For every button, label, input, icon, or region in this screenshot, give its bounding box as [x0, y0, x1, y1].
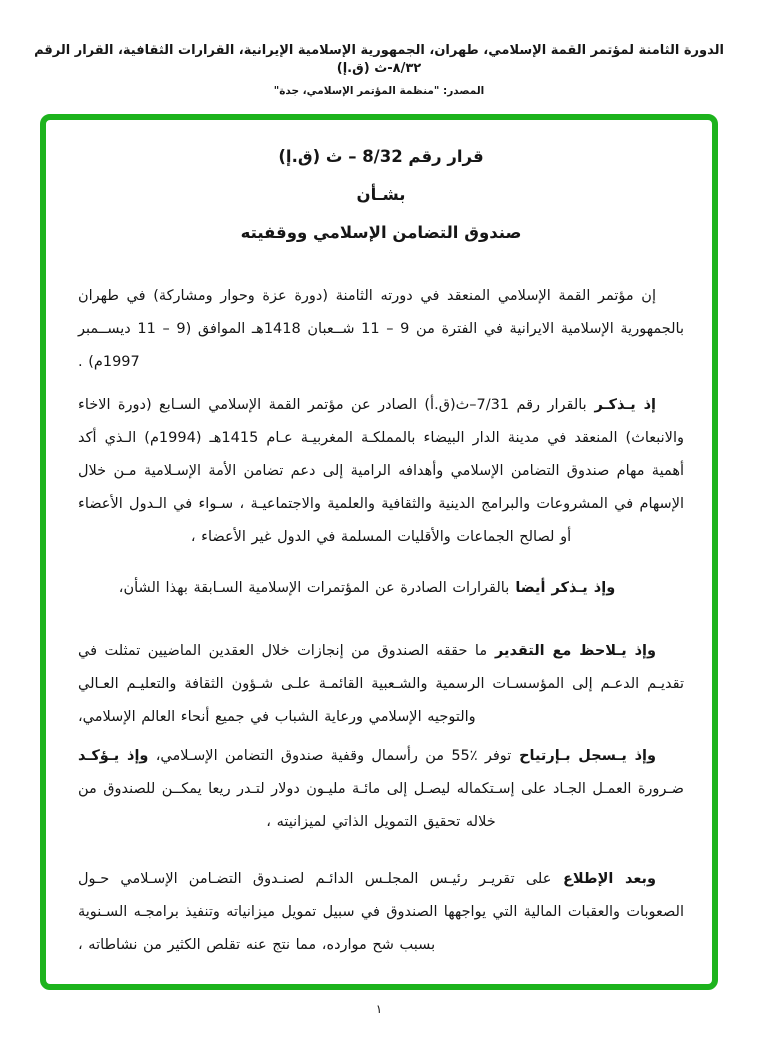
- resolution-regarding-label: بشـأن: [356, 185, 406, 204]
- resolution-number-title: قرار رقم 8/32 – ث (ق.إ): [278, 147, 484, 166]
- paragraph-leadin-bold: وإذ يـسجل بـإرتياح: [511, 748, 656, 764]
- document-footer: [0, 1002, 758, 1016]
- paragraph-text: بالقرارات الصادرة عن المؤتمرات الإسلامية السـابقة بهذا الشأن،: [118, 580, 510, 596]
- body-paragraph: [78, 863, 684, 962]
- resolution-title-block: [78, 138, 684, 252]
- resolution-body: [78, 252, 684, 962]
- header-session-line: الدورة الثامنة لمؤتمر القمة الإسلامي، طهران، الجمهورية الإسلامية الإيرانية، القرارات الثقافية، القرار الرقم ٨/٣٢-ث (ق.إ): [34, 43, 724, 76]
- paragraph-leadin-bold: وبعد الإطلاع: [551, 871, 656, 887]
- body-paragraph: [78, 572, 684, 605]
- paragraph-text: على تقريـر رئيـس المجلـس الدائـم لصنـدوق التضـامن الإسـلامي حـول الصعوبات والعقبات المالية التي يواجهها الصندوق في سبيل تمويل ميزانياته وتنفيذ برامجـه السـنوية بسبب شح موارده، مما نتج عنه تقلص الكثير من نشاطاته ،: [78, 871, 684, 953]
- paragraph-text: بالقرار رقم 7/31–ث(ق.أ) الصادر عن مؤتمر القمة الإسلامي السـابع (دورة الاخاء والانبعاث) المنعقد في مدينة الدار البيضاء بالمملكـة المغربيـة عـام 1415هـ (1994م) الـذي أكد أهمية مهام صندوق التضامن الإسلامي وأهدافه الرامية إلى دعم تضامن الأمة الإسـلامية مـن خلال الإسهام في المشروعات والبرامج الدينية والثقافية والعلمية والاجتماعيـة ، سـواء في الـدول الأعضاء أو لصالح الجماعات والأقليات المسلمة في الدول غير الأعضاء ،: [78, 397, 684, 545]
- highlight-border-box: [40, 114, 718, 990]
- body-paragraph: [78, 635, 684, 734]
- paragraph-leadin-bold: وإذ يـؤكـد: [78, 748, 149, 764]
- resolution-subject-title: صندوق التضامن الإسلامي ووقفيته: [240, 223, 522, 242]
- paragraph-text: توفر ٪55 من رأسمال وقفية صندوق التضامن الإسـلامي،: [148, 748, 512, 764]
- paragraph-leadin-bold: وإذ يـذكر أيضا: [509, 580, 616, 596]
- page-number: ١: [375, 1002, 383, 1016]
- body-paragraph: [78, 740, 684, 839]
- paragraph-leadin-bold: وإذ يـلاحظ مع التقدير: [487, 643, 656, 659]
- body-paragraph: [78, 389, 684, 554]
- document-header: [0, 0, 758, 97]
- paragraph-text: ضـرورة العمـل الجـاد على إسـتكماله ليصـل إلى مائـة مليـون دولار لتـدر ريعا يمكــن للصندوق من خلاله تحقيق التمويل الذاتي لميزانيته ،: [78, 781, 684, 830]
- body-paragraph: [78, 280, 684, 379]
- paragraph-text: إن مؤتمر القمة الإسلامي المنعقد في دورته الثامنة (دورة عزة وحوار ومشاركة) في طهران بالجمهورية الإسلامية الايرانية في الفترة من 9 – 11 شــعبان 1418هـ الموافق (9 – 11 ديســمبر 1997م) .: [78, 288, 685, 370]
- paragraph-leadin-bold: إذ يـذكـر: [586, 397, 656, 413]
- paragraph-text: ما حققه الصندوق من إنجازات خلال العقدين الماضيين تمثلت في تقديـم الدعـم إلى المؤسسـات الرسمية والشـعبية القائمـة علـى شـؤون الثقافة والتعليـم العـالي والتوجيه الإسلامي ورعاية الشباب في جميع أنحاء العالم الإسلامي،: [78, 643, 684, 725]
- header-source-line: المصدر: "منظمة المؤتمر الإسلامي، جدة": [273, 85, 485, 97]
